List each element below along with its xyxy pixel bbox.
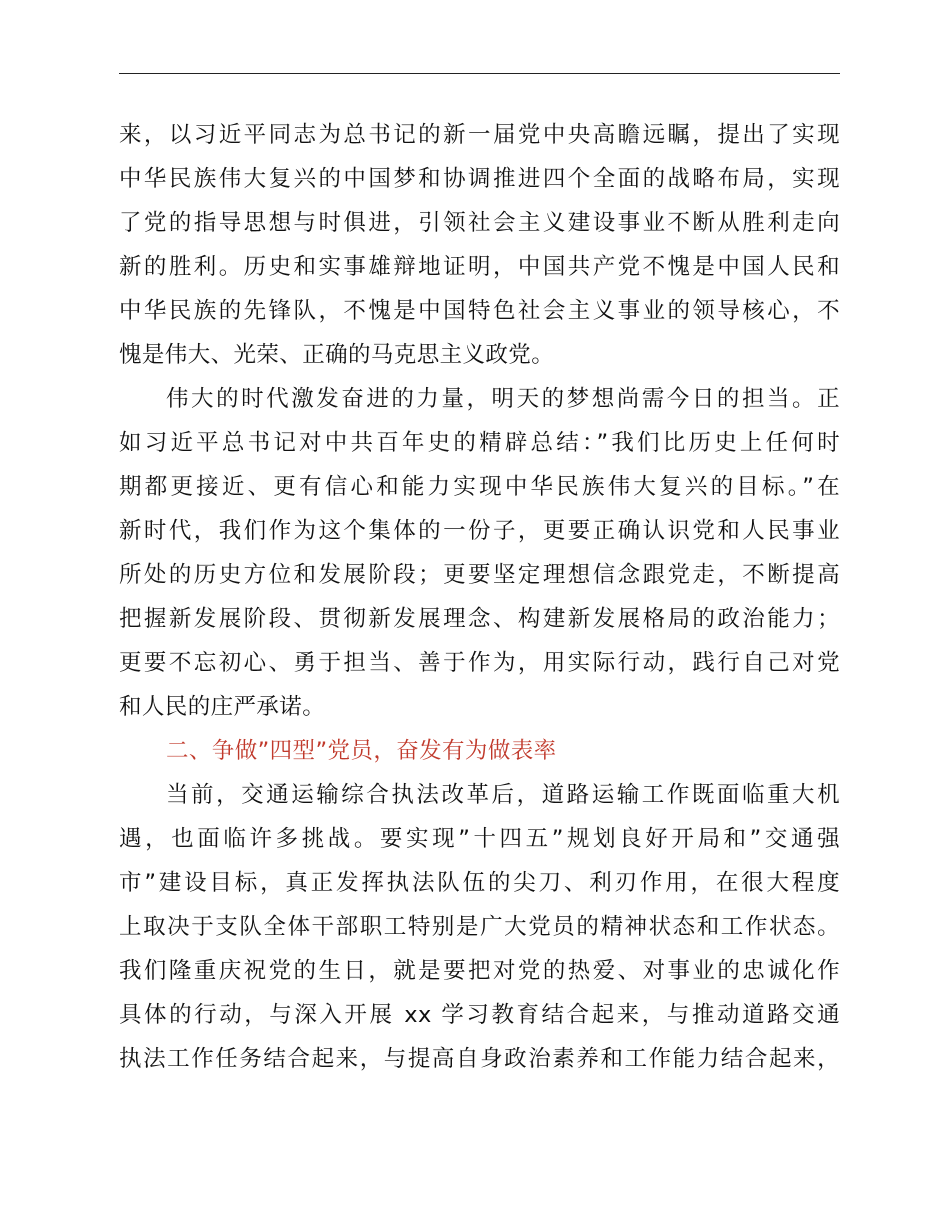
text-line: 所处的历史方位和发展阶段；更要坚定理想信念跟党走，不断提高 <box>119 562 840 588</box>
text-line: 更要不忘初心、勇于担当、善于作为，用实际行动，践行自己对党 <box>119 650 840 676</box>
text-line: 上取决于支队全体干部职工特别是广大党员的精神状态和工作状态。 <box>119 914 840 940</box>
text-line: 如习近平总书记对中共百年史的精辟总结：”我们比历史上任何时 <box>119 430 840 456</box>
text-line: 中华民族的先锋队，不愧是中国特色社会主义事业的领导核心，不 <box>119 298 840 324</box>
header-rule <box>119 73 840 74</box>
text-line: 当前，交通运输综合执法改革后，道路运输工作既面临重大机 <box>166 782 840 808</box>
text-line: 具体的行动，与深入开展 xx 学习教育结合起来，与推动道路交通 <box>119 1002 840 1028</box>
text-line: 执法工作任务结合起来，与提高自身政治素养和工作能力结合起来， <box>119 1046 840 1072</box>
text-line: 了党的指导思想与时俱进，引领社会主义建设事业不断从胜利走向 <box>119 210 840 236</box>
text-line: 期都更接近、更有信心和能力实现中华民族伟大复兴的目标。”在 <box>119 474 840 500</box>
text-line: 把握新发展阶段、贯彻新发展理念、构建新发展格局的政治能力； <box>119 606 840 632</box>
text-line: 新的胜利。历史和实事雄辩地证明，中国共产党不愧是中国人民和 <box>119 254 840 280</box>
text-line: 伟大的时代激发奋进的力量，明天的梦想尚需今日的担当。正 <box>166 386 840 412</box>
text-line: 和人民的庄严承诺。 <box>119 694 326 720</box>
text-line: 愧是伟大、光荣、正确的马克思主义政党。 <box>119 342 555 368</box>
text-line: 新时代，我们作为这个集体的一份子，更要正确认识党和人民事业 <box>119 518 840 544</box>
text-line: 遇，也面临许多挑战。要实现”十四五”规划良好开局和”交通强 <box>119 826 840 852</box>
text-line: 我们隆重庆祝党的生日，就是要把对党的热爱、对事业的忠诚化作 <box>119 958 840 984</box>
text-line: 中华民族伟大复兴的中国梦和协调推进四个全面的战略布局，实现 <box>119 166 840 192</box>
text-line: 市”建设目标，真正发挥执法队伍的尖刀、利刃作用，在很大程度 <box>119 870 840 896</box>
section-heading: 二、争做”四型”党员，奋发有为做表率 <box>166 738 557 764</box>
text-line: 来，以习近平同志为总书记的新一届党中央高瞻远瞩，提出了实现 <box>119 122 840 148</box>
